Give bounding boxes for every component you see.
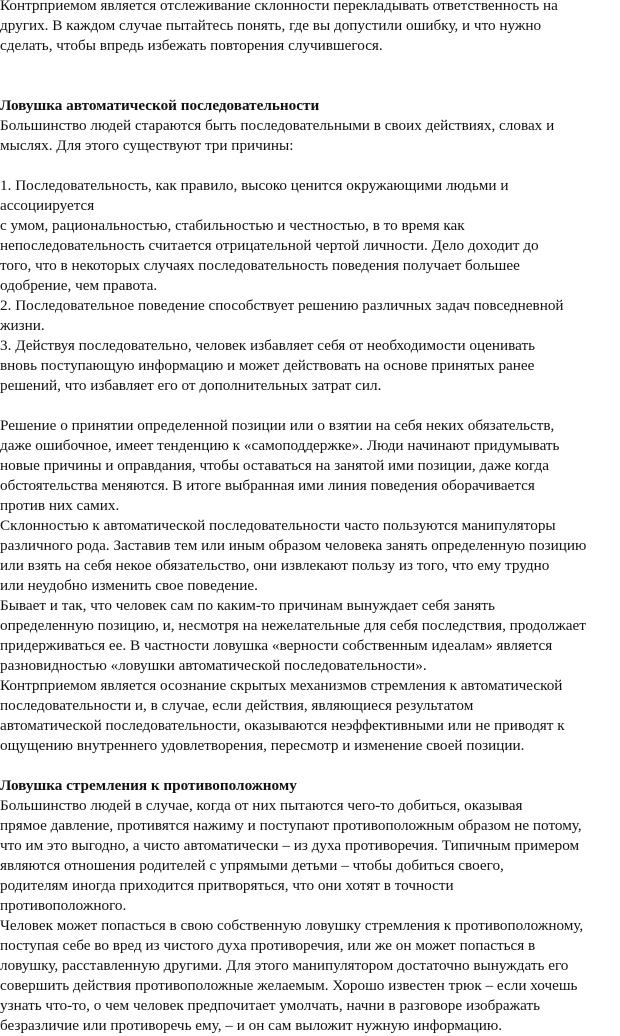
section-heading: Ловушка стремления к противоположному [0,777,297,794]
text-line: мыслях. Для этого существуют три причины: [0,137,294,154]
text-line: ощущению внутреннего удовлетворения, пересмотр и изменение своей позиции. [0,737,525,754]
spacer [0,756,618,776]
text-line: 3. Действуя последовательно, человек избавляет себя от необходимости оценивать [0,337,536,354]
text-line: других. В каждом случае пытайтесь понять, где вы допустили ошибку, и что нужно [0,17,542,34]
text-line: сделать, чтобы впредь избежать повторения случившегося. [0,37,383,54]
text-line: новые причины и оправдания, чтобы оставаться на занятой ими позиции, даже когда [0,457,549,474]
text-line: Решение о принятии определенной позиции или о взятии на себя неких обязательств, [0,417,555,434]
text-line: вновь поступающую информацию и может действовать на основе принятых ранее [0,357,535,374]
text-line: решений, что избавляет его от дополнительных затрат сил. [0,377,382,394]
text-line: даже ошибочное, имеет тенденцию к «самоподдержке». Люди начинают придумывать [0,437,560,454]
text-line: 1. Последовательность, как правило, высоко ценится окружающими людьми и [0,177,509,194]
text-line: Бывает и так, что человек сам по каким-то причинам вынуждает себя занять [0,597,495,614]
text-line: противоположного. [0,897,127,914]
text-line: прямое давление, противятся нажиму и поступают противоположным образом не потому, [0,817,582,834]
section-automatic-consistency [0,96,618,756]
text-line: родителям иногда приходится притворяться, что они хотят в точности [0,877,454,894]
paragraph [0,416,618,756]
section-opposition [0,776,618,1036]
text-line: безразличие или противоречь ему, – и он сам выложит нужную информацию. [0,1017,503,1034]
text-line: что им это выгодно, а чисто автоматически – из духа противоречия. Типичным примером [0,837,580,854]
text-line: автоматической последовательности, оказываются неэффективными или не приводят к [0,717,565,734]
spacer [0,76,618,96]
text-line: Большинство людей стараются быть последовательными в своих действиях, словах и [0,117,555,134]
reasons-list [0,176,618,396]
text-line: разновидностью «ловушки автоматической последовательности». [0,657,427,674]
text-line: Контрприемом является отслеживание склонности перекладывать ответственность на [0,0,558,14]
spacer [0,56,618,76]
text-line: ассоциируется [0,197,95,214]
text-line: Склонностью к автоматической последовательности часто пользуются манипуляторы [0,517,556,534]
text-line: жизни. [0,317,45,334]
text-line: против них самих. [0,497,120,514]
text-line: 2. Последовательное поведение способствует решению различных задач повседневной [0,297,564,314]
text-line: с умом, рациональностью, стабильностью и честностью, в то время как [0,217,465,234]
text-line: узнать что-то, о чем человек предпочитает умолчать, начни в разговоре изображать [0,997,541,1014]
text-line: последовательности и, в случае, если действия, являющиеся результатом [0,697,474,714]
text-line: одобрение, чем правота. [0,277,158,294]
text-line: того, что в некоторых случаях последовательность поведения получает большее [0,257,520,274]
intro-paragraph [0,0,618,56]
text-line: Большинство людей в случае, когда от них пытаются чего-то добиться, оказывая [0,797,523,814]
text-line: Человек может попасться в свою собственную ловушку стремления к противоположному, [0,917,584,934]
text-line: или взять на себя некое обязательство, они извлекают пользу из того, что ему трудно [0,557,550,574]
text-line: придерживаться ее. В частности ловушка «верности собственным идеалам» является [0,637,553,654]
text-line: или неудобно изменить свое поведение. [0,577,258,594]
text-line: определенную позицию, и, несмотря на нежелательные для себя последствия, продолжает [0,617,586,634]
paragraph [0,116,618,156]
spacer [0,156,618,176]
text-line: ловушку, расставленную другими. Для этого манипулятором достаточно вынуждать его [0,957,569,974]
text-line: Контрприемом является осознание скрытых механизмов стремления к автоматической [0,677,563,694]
text-line: различного рода. Заставив тем или иным образом человека занять определенную позицию [0,537,587,554]
text-line: непоследовательность считается отрицательной чертой личности. Дело доходит до [0,237,539,254]
text-line: обстоятельства меняются. В итоге выбранная ими линия поведения оборачивается [0,477,535,494]
text-line: являются отношения родителей с упрямыми детьми – чтобы добиться своего, [0,857,504,874]
paragraph [0,796,618,1036]
text-line: совершить действия противоположные желаемым. Хорошо известен трюк – если хочешь [0,977,578,994]
section-heading: Ловушка автоматической последовательности [0,97,320,114]
text-line: поступая себе во вред из чистого духа противоречия, или же он может попасться в [0,937,536,954]
spacer [0,396,618,416]
